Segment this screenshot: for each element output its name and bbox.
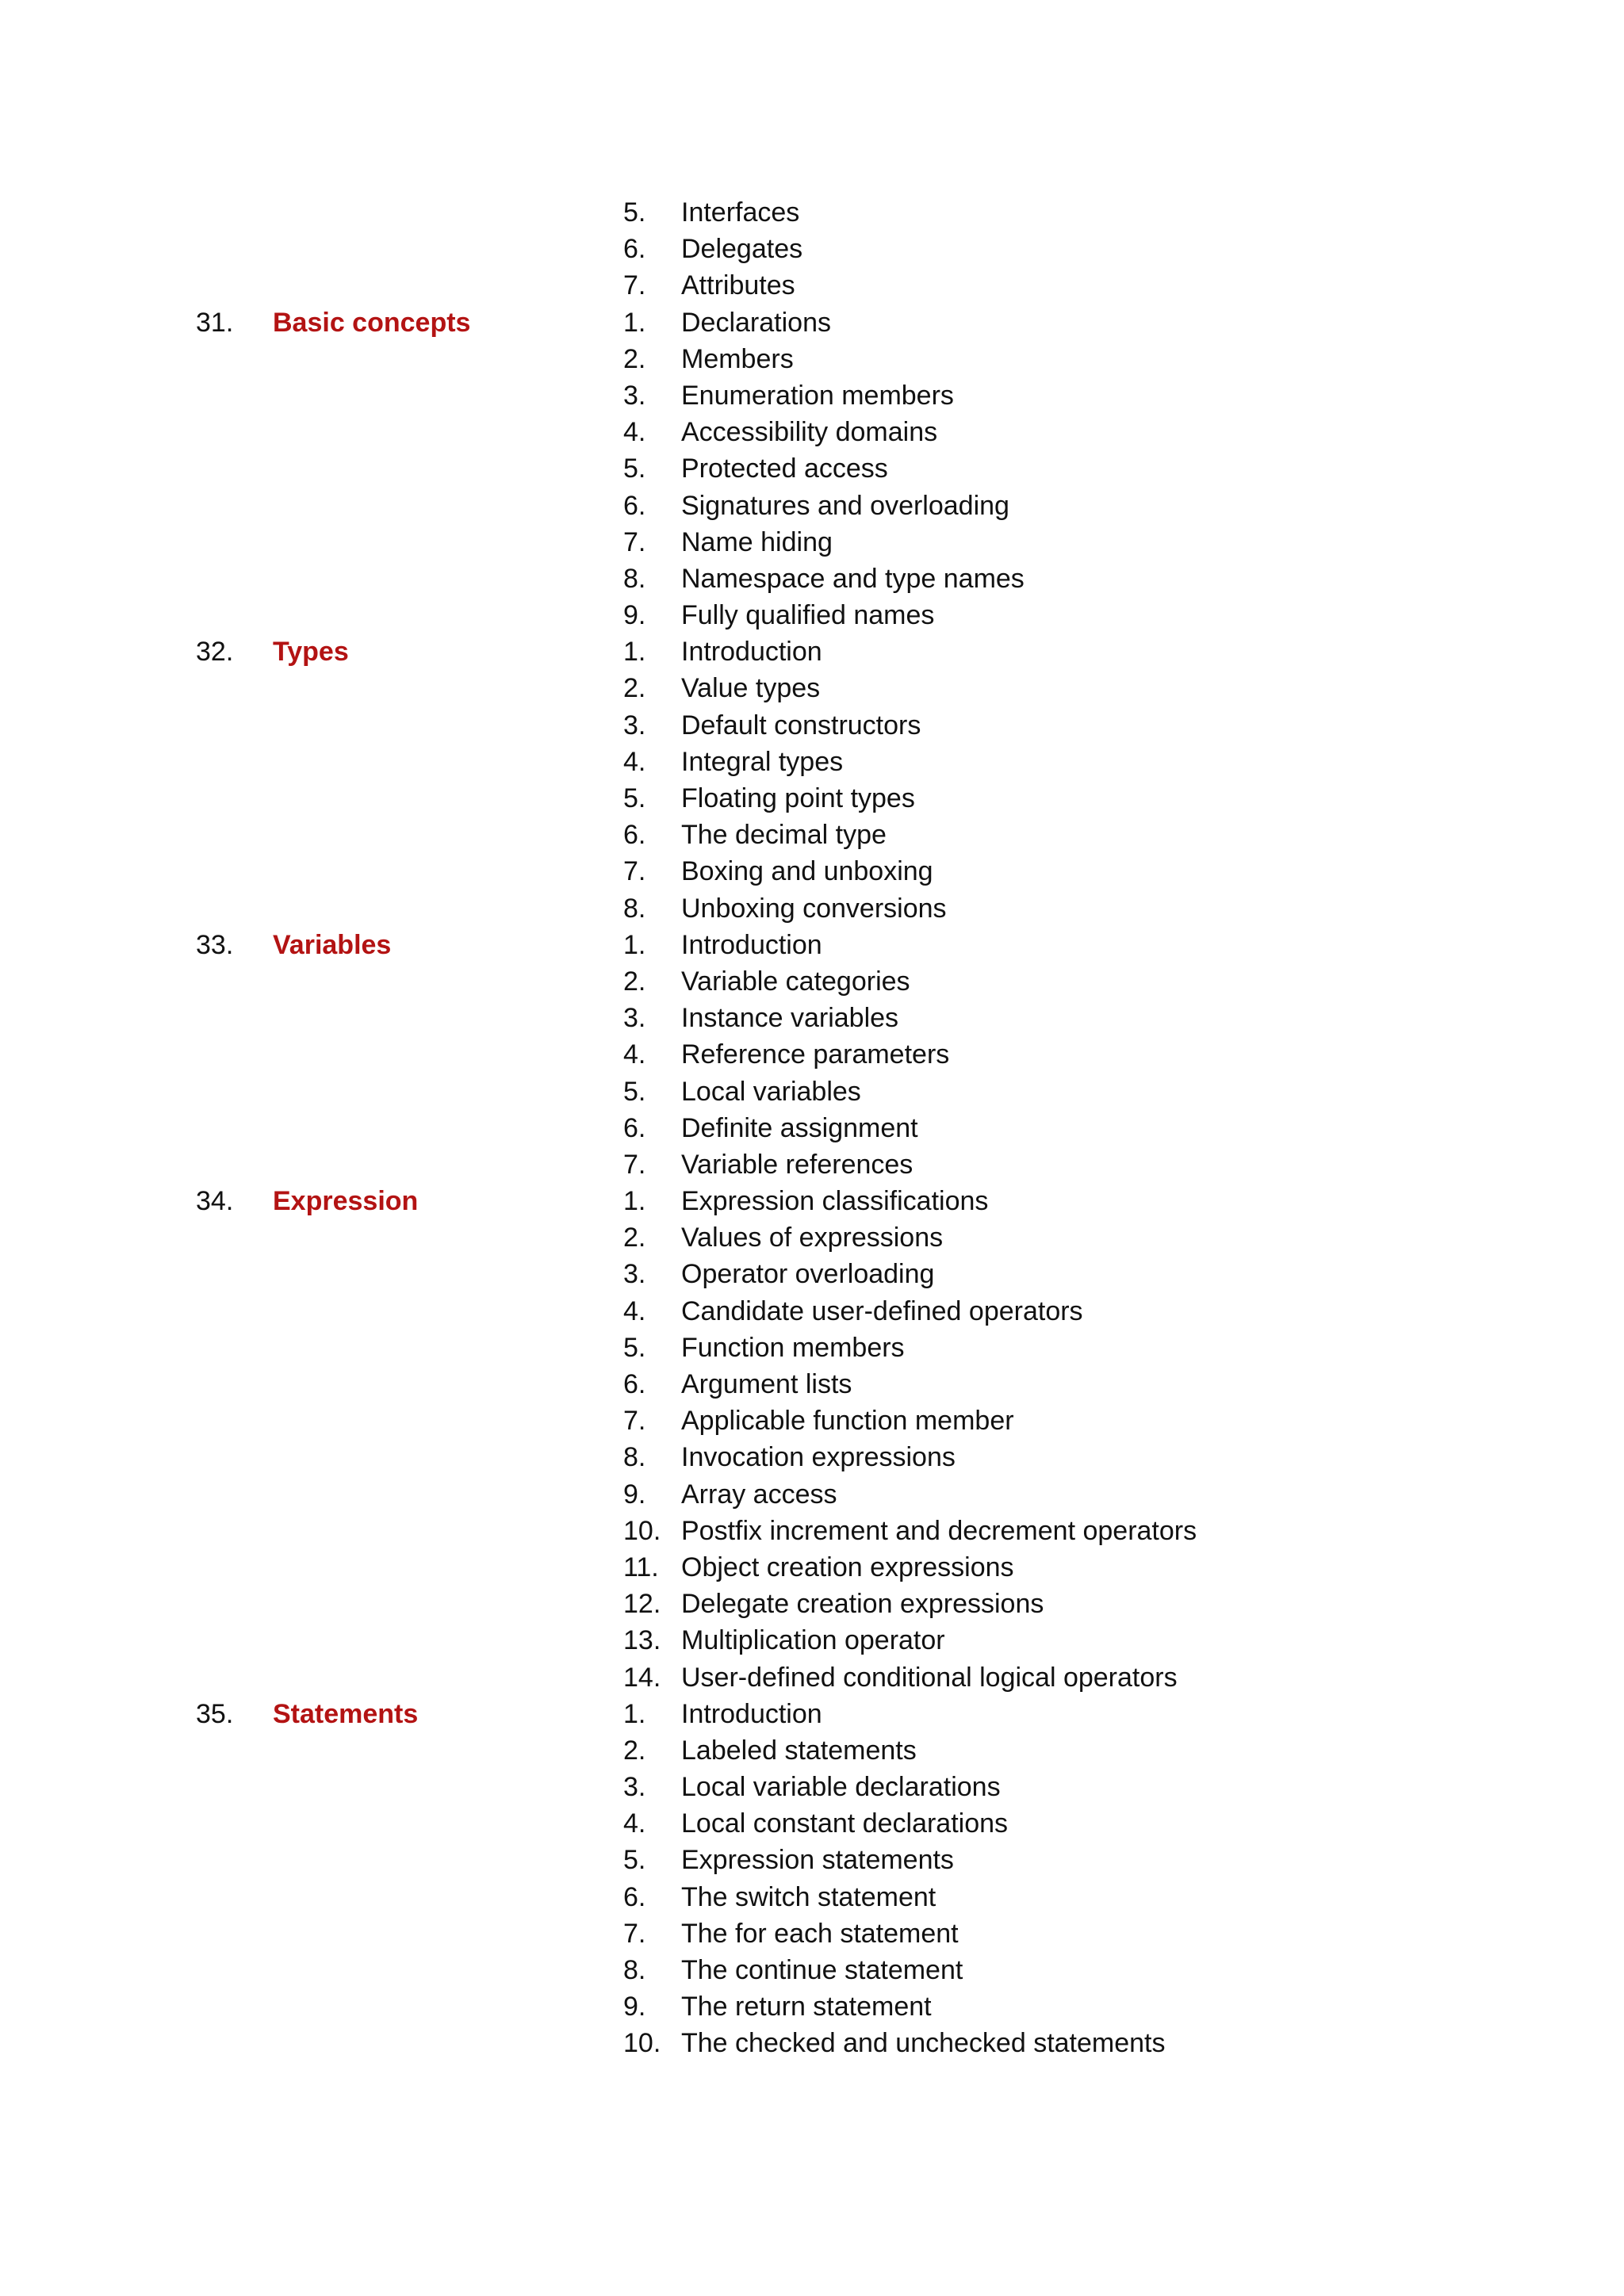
item-number: 2.	[623, 343, 646, 374]
item-label: Variable references	[681, 1149, 914, 1180]
item-label: Floating point types	[681, 783, 915, 813]
toc-row	[0, 1842, 1624, 1878]
item-label: Enumeration members	[681, 380, 954, 411]
item-label: Expression classifications	[681, 1186, 989, 1217]
item-number: 7.	[623, 1918, 646, 1949]
item-number: 5.	[623, 1332, 646, 1363]
item-number: 2.	[623, 673, 646, 704]
toc-row	[0, 1219, 1624, 1256]
toc-row	[0, 2025, 1624, 2061]
item-label: Reference parameters	[681, 1039, 950, 1070]
item-label: Introduction	[681, 929, 822, 960]
item-number: 10.	[623, 1515, 661, 1546]
item-label: Values of expressions	[681, 1223, 944, 1253]
toc-row	[0, 853, 1624, 890]
toc-row	[0, 1476, 1624, 1513]
item-label: The continue statement	[681, 1955, 963, 1985]
item-label: The decimal type	[681, 820, 887, 851]
item-number: 7.	[623, 856, 646, 887]
toc-row	[0, 1659, 1624, 1696]
item-label: Boxing and unboxing	[681, 856, 933, 887]
item-number: 4.	[623, 1039, 646, 1070]
item-number: 2.	[623, 966, 646, 997]
item-number: 1.	[623, 1698, 646, 1729]
item-number: 6.	[623, 1369, 646, 1399]
item-number: 5.	[623, 783, 646, 813]
toc-row	[0, 1366, 1624, 1402]
toc-row	[0, 633, 1624, 670]
item-number: 10.	[623, 2028, 661, 2059]
item-number: 11.	[623, 1552, 659, 1582]
item-number: 6.	[623, 234, 646, 265]
toc-row	[0, 450, 1624, 487]
section-number: 35.	[196, 1698, 234, 1729]
item-label: Local variables	[681, 1076, 861, 1107]
toc-row	[0, 1513, 1624, 1549]
item-label: Integral types	[681, 746, 844, 777]
item-label: Attributes	[681, 270, 795, 301]
item-number: 12.	[623, 1589, 661, 1620]
toc-row	[0, 194, 1624, 231]
item-number: 9.	[623, 1992, 646, 2022]
toc-row	[0, 377, 1624, 414]
section-title: Expression	[273, 1186, 419, 1217]
item-label: Variable categories	[681, 966, 910, 997]
item-number: 3.	[623, 1772, 646, 1803]
toc-row	[0, 670, 1624, 706]
item-label: The return statement	[681, 1992, 932, 2022]
item-number: 3.	[623, 1259, 646, 1290]
toc-row	[0, 1256, 1624, 1292]
item-label: Expression statements	[681, 1845, 954, 1876]
toc-row	[0, 963, 1624, 1000]
item-label: Object creation expressions	[681, 1552, 1014, 1582]
item-number: 9.	[623, 1479, 646, 1510]
toc-row	[0, 1549, 1624, 1586]
item-label: Namespace and type names	[681, 563, 1025, 594]
item-label: Interfaces	[681, 197, 800, 228]
item-label: Multiplication operator	[681, 1625, 945, 1656]
item-number: 1.	[623, 637, 646, 668]
item-label: Introduction	[681, 1698, 822, 1729]
toc-row	[0, 817, 1624, 853]
toc-row	[0, 1293, 1624, 1330]
item-number: 8.	[623, 563, 646, 594]
item-label: Default constructors	[681, 710, 921, 740]
item-number: 5.	[623, 453, 646, 484]
toc-row	[0, 1696, 1624, 1732]
item-number: 3.	[623, 710, 646, 740]
item-label: Function members	[681, 1332, 905, 1363]
item-label: Invocation expressions	[681, 1442, 956, 1473]
item-number: 9.	[623, 600, 646, 631]
section-number: 33.	[196, 929, 234, 960]
toc-row	[0, 1183, 1624, 1219]
item-number: 4.	[623, 746, 646, 777]
section-number: 32.	[196, 637, 234, 668]
item-number: 1.	[623, 307, 646, 338]
toc-row	[0, 890, 1624, 927]
item-number: 5.	[623, 1076, 646, 1107]
item-number: 7.	[623, 1406, 646, 1437]
item-label: The checked and unchecked statements	[681, 2028, 1166, 2059]
toc-row	[0, 1622, 1624, 1659]
item-number: 1.	[623, 1186, 646, 1217]
section-title: Statements	[273, 1698, 419, 1729]
item-label: Applicable function member	[681, 1406, 1014, 1437]
item-label: Delegate creation expressions	[681, 1589, 1044, 1620]
item-label: Candidate user-defined operators	[681, 1295, 1083, 1326]
toc-row	[0, 1036, 1624, 1073]
item-label: Argument lists	[681, 1369, 852, 1399]
section-number: 34.	[196, 1186, 234, 1217]
item-number: 4.	[623, 1295, 646, 1326]
table-of-contents	[0, 194, 1624, 2062]
toc-row	[0, 1879, 1624, 1915]
toc-row	[0, 1769, 1624, 1805]
toc-row	[0, 1402, 1624, 1439]
item-number: 4.	[623, 417, 646, 448]
item-label: Local constant declarations	[681, 1808, 1009, 1839]
toc-row	[0, 304, 1624, 341]
item-number: 2.	[623, 1735, 646, 1766]
item-number: 5.	[623, 197, 646, 228]
item-number: 1.	[623, 929, 646, 960]
toc-row	[0, 1146, 1624, 1183]
item-number: 8.	[623, 1955, 646, 1985]
item-label: The for each statement	[681, 1918, 959, 1949]
toc-row	[0, 1330, 1624, 1366]
item-number: 7.	[623, 270, 646, 301]
item-label: Unboxing conversions	[681, 893, 947, 924]
item-number: 7.	[623, 1149, 646, 1180]
section-number: 31.	[196, 307, 234, 338]
item-label: Value types	[681, 673, 821, 704]
item-label: Labeled statements	[681, 1735, 917, 1766]
toc-row	[0, 1110, 1624, 1146]
item-label: Name hiding	[681, 526, 833, 557]
item-number: 6.	[623, 1112, 646, 1143]
toc-row	[0, 341, 1624, 377]
toc-row	[0, 1805, 1624, 1842]
item-number: 5.	[623, 1845, 646, 1876]
item-label: Definite assignment	[681, 1112, 918, 1143]
toc-row	[0, 927, 1624, 963]
item-label: Local variable declarations	[681, 1772, 1001, 1803]
item-number: 6.	[623, 490, 646, 521]
item-number: 8.	[623, 1442, 646, 1473]
toc-row	[0, 780, 1624, 817]
item-number: 6.	[623, 820, 646, 851]
toc-row	[0, 524, 1624, 561]
item-number: 3.	[623, 380, 646, 411]
section-title: Variables	[273, 929, 392, 960]
toc-row	[0, 1073, 1624, 1110]
item-number: 7.	[623, 526, 646, 557]
item-label: Introduction	[681, 637, 822, 668]
toc-row	[0, 1000, 1624, 1036]
item-label: Protected access	[681, 453, 888, 484]
item-label: Fully qualified names	[681, 600, 935, 631]
item-number: 3.	[623, 1003, 646, 1034]
item-number: 8.	[623, 893, 646, 924]
item-number: 14.	[623, 1662, 661, 1693]
toc-row	[0, 1732, 1624, 1769]
item-number: 4.	[623, 1808, 646, 1839]
item-label: Signatures and overloading	[681, 490, 1009, 521]
toc-row	[0, 1586, 1624, 1622]
section-title: Basic concepts	[273, 307, 471, 338]
toc-row	[0, 707, 1624, 744]
item-label: Accessibility domains	[681, 417, 938, 448]
toc-row	[0, 488, 1624, 524]
item-number: 2.	[623, 1223, 646, 1253]
item-label: Declarations	[681, 307, 831, 338]
item-label: Members	[681, 343, 794, 374]
item-label: Operator overloading	[681, 1259, 935, 1290]
toc-row	[0, 267, 1624, 304]
toc-row	[0, 1439, 1624, 1475]
toc-row	[0, 231, 1624, 267]
item-label: Instance variables	[681, 1003, 899, 1034]
section-title: Types	[273, 637, 349, 668]
toc-row	[0, 414, 1624, 450]
item-label: User-defined conditional logical operators	[681, 1662, 1178, 1693]
item-label: The switch statement	[681, 1881, 936, 1912]
toc-row	[0, 1915, 1624, 1952]
item-number: 13.	[623, 1625, 661, 1656]
toc-row	[0, 744, 1624, 780]
toc-row	[0, 1988, 1624, 2025]
toc-row	[0, 1952, 1624, 1988]
item-label: Array access	[681, 1479, 837, 1510]
item-label: Delegates	[681, 234, 803, 265]
toc-row	[0, 561, 1624, 597]
item-label: Postfix increment and decrement operators	[681, 1515, 1197, 1546]
toc-row	[0, 597, 1624, 633]
item-number: 6.	[623, 1881, 646, 1912]
